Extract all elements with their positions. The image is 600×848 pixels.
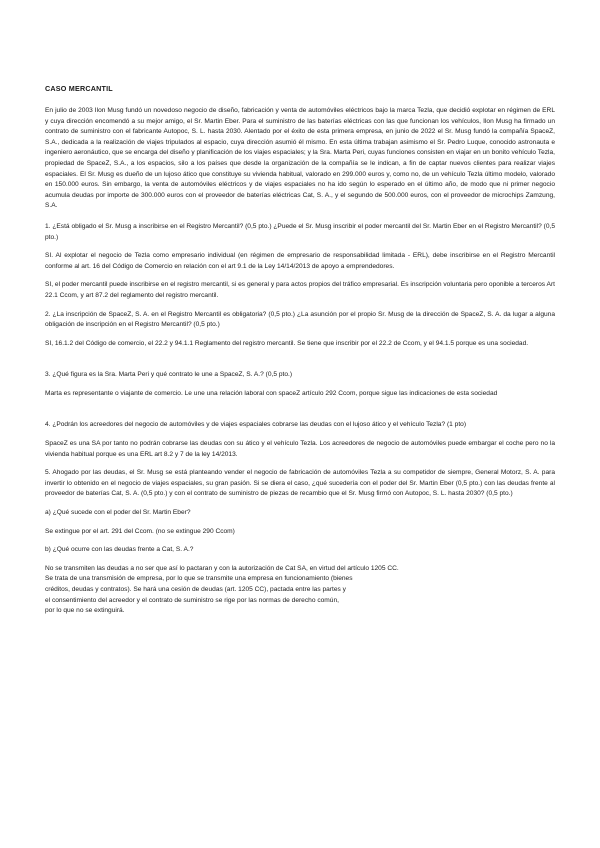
answer-4: SpaceZ es una SA por tanto no podrán cobrarse las deudas con su ático y el vehículo Tezla. Los acreedores de negocio de automóviles puede embargar el coche pero no la vivienda habitual porque es una ERL art 8.2 y 7 de la ley 14/2013. xyxy=(45,440,555,458)
question-4: 4. ¿Podrán los acreedores del negocio de automóviles y de viajes espaciales cobrarse las deudas con el lujoso ático y el vehículo Tezla? (1 pto) xyxy=(45,421,467,429)
document-page xyxy=(45,84,555,617)
question-2: 2. ¿La inscripción de SpaceZ, S. A. en el Registro Mercantil es obligatoria? (0,5 pto.) ¿La asunción por el propio Sr. Musg de la dirección de SpaceZ, S. A. da lugar a alguna obligación de inscripción en el Registro Mercantil? (0,5 pto.) xyxy=(45,310,555,329)
answer-5b xyxy=(45,564,555,617)
answer-5b-line: por lo que no se extinguirá. xyxy=(45,607,125,615)
case-statement: En julio de 2003 Ilon Musg fundó un novedoso negocio de diseño, fabricación y venta de automóviles eléctricos bajo la marca Tezla, que decidió explotar en régimen de ERL y cuya dirección encomendó a su mejor amigo, el Sr. Martin Eber. Para el suministro de las baterías eléctricas con las que funcionan los vehículos, Ilon Musg ha firmado un contrato de suministro con el fabricante Autopoc, S. L. hasta 2030. Alentado por el éxito de esta primera empresa, en junio de 2022 el Sr. Musg fundó la compañía SpaceZ, S.A., dedicada a la realización de viajes tripulados al espacio, cuya dirección asumió él mismo. En esta última trabajan asimismo el Sr. Pedro Luque, conocido astronauta e ingeniero aeronáutico, que se encarga del diseño y planificación de los viajes espaciales; y la Sra. Marta Peri, cuyas funciones consisten en viajar en un bonito vehículo Tezla, propiedad de SpaceZ, S.A., a los espacios, silo a los países que desde la organización de la compañía se le indican, a fin de captar nuevos clientes para realizar viajes espaciales. El Sr. Musg es dueño de un lujoso ático que constituye su vivienda habitual, valorado en 299.000 euros y, como no, de un vehículo Tezla último modelo, valorado en 150.000 euros. Sin embargo, la venta de automóviles eléctricos y de viajes espaciales no ha ido según lo esperado en el último año, de modo que ni primer negocio acumula deudas por importe de 300.000 euros con el proveedor de baterías eléctricas Cat, S. A., y el segundo de 500.000 euros, con el proveedor de microchips Zamzung, S.A. xyxy=(45,107,555,210)
answer-1a: SI. Al explotar el negocio de Tezla como empresario individual (en régimen de empresario de responsabilidad limitada - ERL), debe inscribirse en el Registro Mercantil conforme al art. 16 del Código de Comercio en relación con el art 9.1 de la Ley 14/14/2013 de apoyo a emprendedores. xyxy=(45,252,555,270)
answer-3: Marta es representante o viajante de comercio. Le une una relación laboral con spaceZ artículo 292 Ccom, porque sigue las indicaciones de esta sociedad xyxy=(45,389,498,397)
question-5b: b) ¿Qué ocurre con las deudas frente a Cat, S. A.? xyxy=(45,546,194,554)
answer-5b-line: créditos, deudas y contratos). Se hará una cesión de deudas (art. 1205 CC), pactada entre las partes y xyxy=(45,586,346,593)
document-title: CASO MERCANTIL xyxy=(45,84,113,93)
answer-1b: SI, el poder mercantil puede inscribirse en el registro mercantil, si es general y para actos propios del tráfico empresarial. Es inscripción voluntaria pero oponible a terceros Art 22.1 Ccom, y art 87.2 del reglamento del registro mercantil. xyxy=(45,281,555,299)
question-1: 1. ¿Está obligado el Sr. Musg a inscribirse en el Registro Mercantil? (0,5 pto.) ¿Puede el Sr. Musg inscribir el poder mercantil del Sr. Martin Eber en el Registro Mercantil? (0,5 pto.) xyxy=(45,222,555,241)
answer-2: SI, 16.1.2 del Código de comercio, el 22.2 y 94.1.1 Reglamento del registro mercantil. Se tiene que inscribir por el 22.2 de Ccom, y el 94.1.5 porque es una sociedad. xyxy=(45,339,529,347)
question-5a: a) ¿Qué sucede con el poder del Sr. Martin Eber? xyxy=(45,509,191,517)
answer-5a: Se extingue por el art. 291 del Ccom. (no se extingue 290 Ccom) xyxy=(45,527,235,535)
answer-5b-line: No se transmiten las deudas a no ser que así lo pactaran y con la autorización de Cat SA, en virtud del artículo 1205 CC. xyxy=(45,564,399,572)
question-3: 3. ¿Qué figura es la Sra. Marta Peri y qué contrato le une a SpaceZ, S. A.? (0,5 pto.) xyxy=(45,371,293,379)
answer-5b-line: Se trata de una transmisión de empresa, por lo que se transmite una empresa en funcionamiento (bienes xyxy=(45,575,353,583)
question-5: 5. Ahogado por las deudas, el Sr. Musg se está planteando vender el negocio de fabricación de automóviles Tezla a su competidor de siempre, General Motorz, S. A. para invertir lo obtenido en el negocio de viajes espaciales, su gran pasión. Si se diera el caso, ¿qué sucedería con el poder del Sr. Martin Eber (0,5 pto.) con las deudas frente al proveedor de baterías Cat, S. A. (0,5 pto.) y con el contrato de suministro de piezas de recambio que el Sr. Musg firmó con Autopoc, S. L. hasta 2030? (0,5 pto.) xyxy=(45,469,555,498)
answer-5b-line: el consentimiento del acreedor y el contrato de suministro se rige por las normas de derecho común, xyxy=(45,596,339,604)
